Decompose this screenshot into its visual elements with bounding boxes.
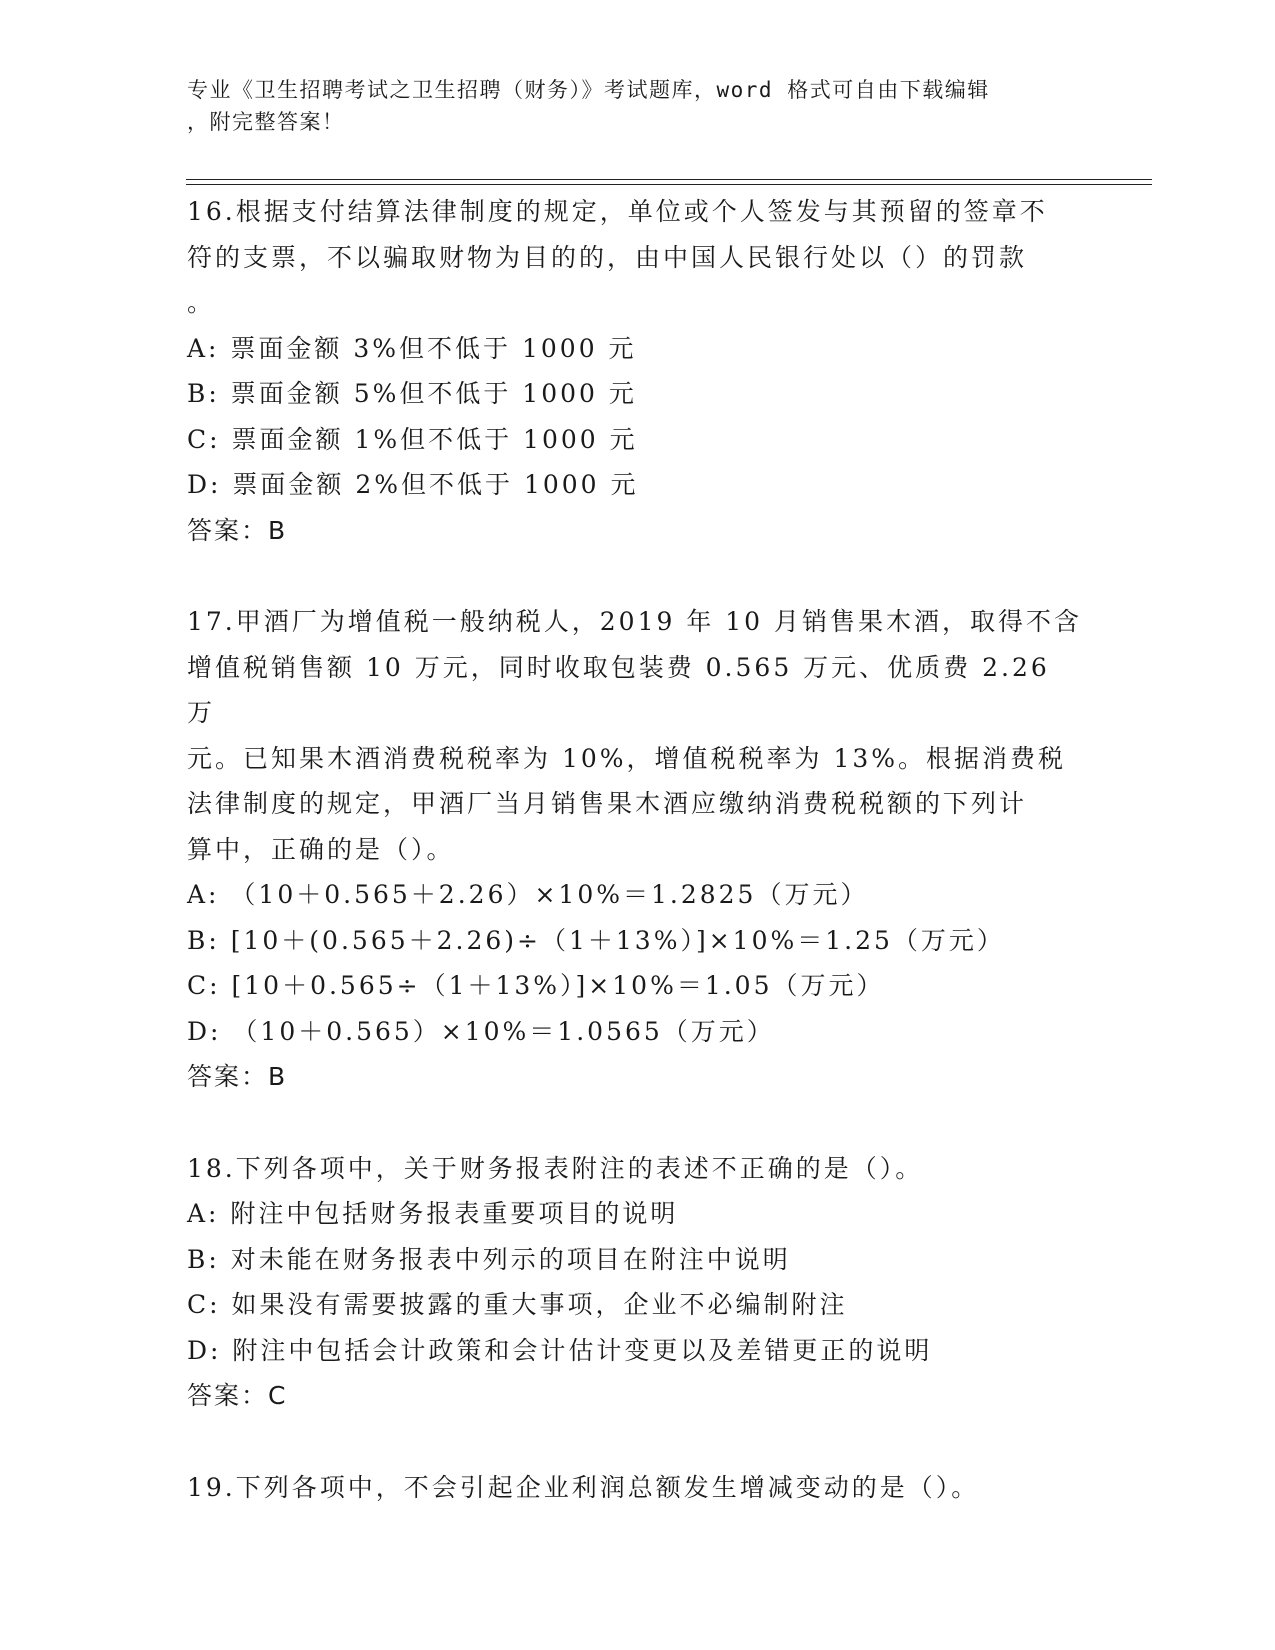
- document-header: [187, 74, 1067, 138]
- question-list: [187, 189, 1087, 1510]
- header-rule-top: [186, 179, 1152, 180]
- question-stem: 18.下列各项中，关于财务报表附注的表述不正确的是（）。: [187, 1153, 924, 1183]
- question-16: [187, 189, 1087, 553]
- question-19: [187, 1465, 1087, 1511]
- header-line-1: 专业《卫生招聘考试之卫生招聘（财务）》考试题库，word 格式可自由下载编辑: [187, 78, 990, 102]
- question-spacer: [187, 553, 1087, 599]
- header-line-2: ，附完整答案！: [187, 110, 345, 134]
- option-a: A: 票面金额 3%但不低于 1000 元: [187, 333, 637, 363]
- question-spacer: [187, 1419, 1087, 1465]
- option-b: B: 对未能在财务报表中列示的项目在附注中说明: [187, 1244, 791, 1274]
- question-stem: 16.根据支付结算法律制度的规定，单位或个人签发与其预留的签章不 符的支票，不以骗取财物为目的的，由中国人民银行处以（）的罚款 。: [187, 197, 1048, 317]
- header-rule-bottom: [186, 184, 1152, 185]
- question-spacer: [187, 1100, 1087, 1146]
- question-stem: 19.下列各项中，不会引起企业利润总额发生增减变动的是（）。: [187, 1472, 980, 1502]
- option-b: B: 票面金额 5%但不低于 1000 元: [187, 379, 637, 408]
- answer-line: 答案：B: [187, 515, 288, 545]
- option-d: D: 附注中包括会计政策和会计估计变更以及差错更正的说明: [187, 1335, 933, 1365]
- answer-line: 答案：B: [187, 1062, 288, 1091]
- option-b: B: [10＋(0.565＋2.26)÷（1＋13%）]×10%＝1.25（万元）: [187, 925, 1005, 955]
- option-a: A: 附注中包括财务报表重要项目的说明: [187, 1199, 679, 1228]
- question-17: [187, 599, 1087, 1100]
- question-stem: 17.甲酒厂为增值税一般纳税人，2019 年 10 月销售果木酒，取得不含 增值税销售额 10 万元，同时收取包装费 0.565 万元、优质费 2.26 万 元。已知果木酒消费税税率为 10%，增值税税率为 13%。根据消费税 法律制度的规定，甲酒厂当月销售果木酒应缴纳消费税税额的下列计 算中，正确的是（）。: [187, 607, 1083, 864]
- answer-line: 答案：C: [187, 1381, 288, 1410]
- option-c: C: 如果没有需要披露的重大事项，企业不必编制附注: [187, 1290, 848, 1319]
- option-c: C: [10＋0.565÷（1＋13%）]×10%＝1.05（万元）: [187, 971, 885, 1000]
- option-d: D: （10＋0.565）×10%＝1.0565（万元）: [187, 1016, 775, 1046]
- option-a: A: （10＋0.565＋2.26）×10%＝1.2825（万元）: [187, 880, 869, 909]
- option-c: C: 票面金额 1%但不低于 1000 元: [187, 424, 638, 454]
- option-d: D: 票面金额 2%但不低于 1000 元: [187, 470, 639, 499]
- question-18: [187, 1146, 1087, 1419]
